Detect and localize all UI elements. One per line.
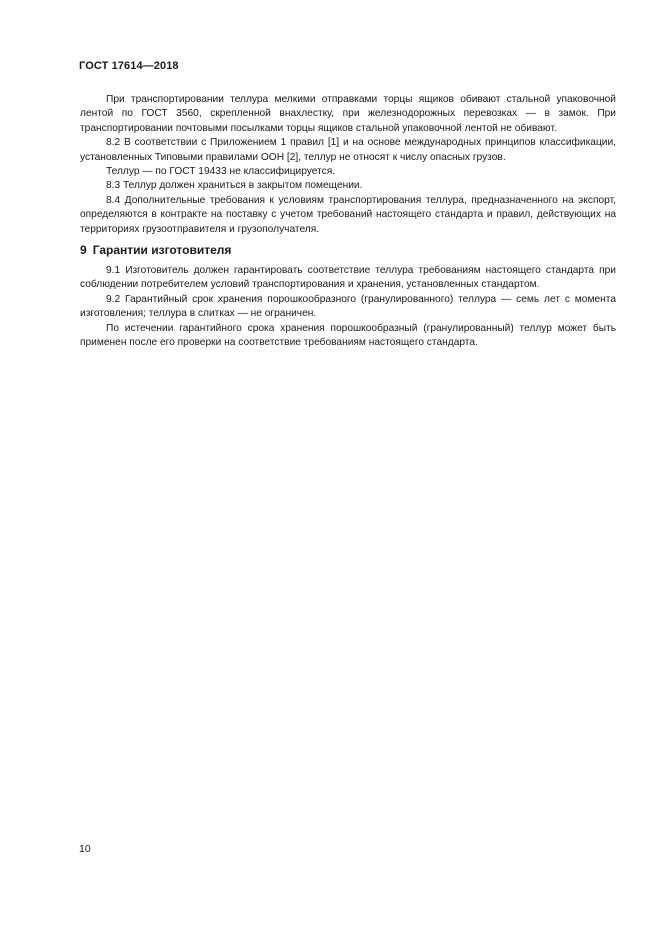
paragraph-8-transport-small: При транспортировании теллура мелкими отправками торцы ящиков обивают стальной упаковочной лентой по ГОСТ 3560, скрепленной внахлестку, при железнодорожных перевозках — в замок. При транспортировании почтовыми посылками торцы ящиков стальной упаковочной лентой не обивают. bbox=[80, 94, 616, 134]
paragraph-8-2: 8.2 В соответствии с Приложением 1 правил [1] и на основе международных принципов классификации, установленных Типовыми правилами ООН [2], теллур не относят к числу опасных грузов. bbox=[80, 137, 616, 163]
paragraph-8-2-gost: Теллур — по ГОСТ 19433 не классифицируется. bbox=[106, 166, 336, 178]
paragraph-9-2: 9.2 Гарантийный срок хранения порошкообразного (гранулированного) теллура — семь лет с момента изготовления; теллура в слитках — не ограничен. bbox=[80, 293, 616, 320]
section-9-body bbox=[80, 264, 616, 350]
page-number: 10 bbox=[79, 843, 91, 855]
document-header: ГОСТ 17614—2018 bbox=[79, 60, 179, 72]
paragraph-8-3: 8.3 Теллур должен храниться в закрытом помещении. bbox=[106, 180, 363, 192]
paragraph-9-2-after: По истечении гарантийного срока хранения порошкообразный (гранулированный) теллур может быть применен после его проверки на соответствие требованиям настоящего стандарта. bbox=[80, 322, 616, 349]
section-9-number: 9 bbox=[80, 243, 87, 257]
section-9-heading bbox=[80, 243, 231, 257]
section-9-title: Гарантии изготовителя bbox=[92, 243, 232, 257]
paragraph-9-1: 9.1 Изготовитель должен гарантировать соответствие теллура требованиям настоящего стандарта при соблюдении потребителем условий транспортирования и хранения, установленных стандартом. bbox=[80, 265, 616, 291]
section-8-continuation bbox=[80, 93, 616, 237]
paragraph-8-4: 8.4 Дополнительные требования к условиям транспортирования теллура, предназначенного на экспорт, определяются в контракте на поставку с учетом требований настоящего стандарта и правил, действующих на территориях грузоотправителя и грузополучателя. bbox=[80, 194, 616, 235]
